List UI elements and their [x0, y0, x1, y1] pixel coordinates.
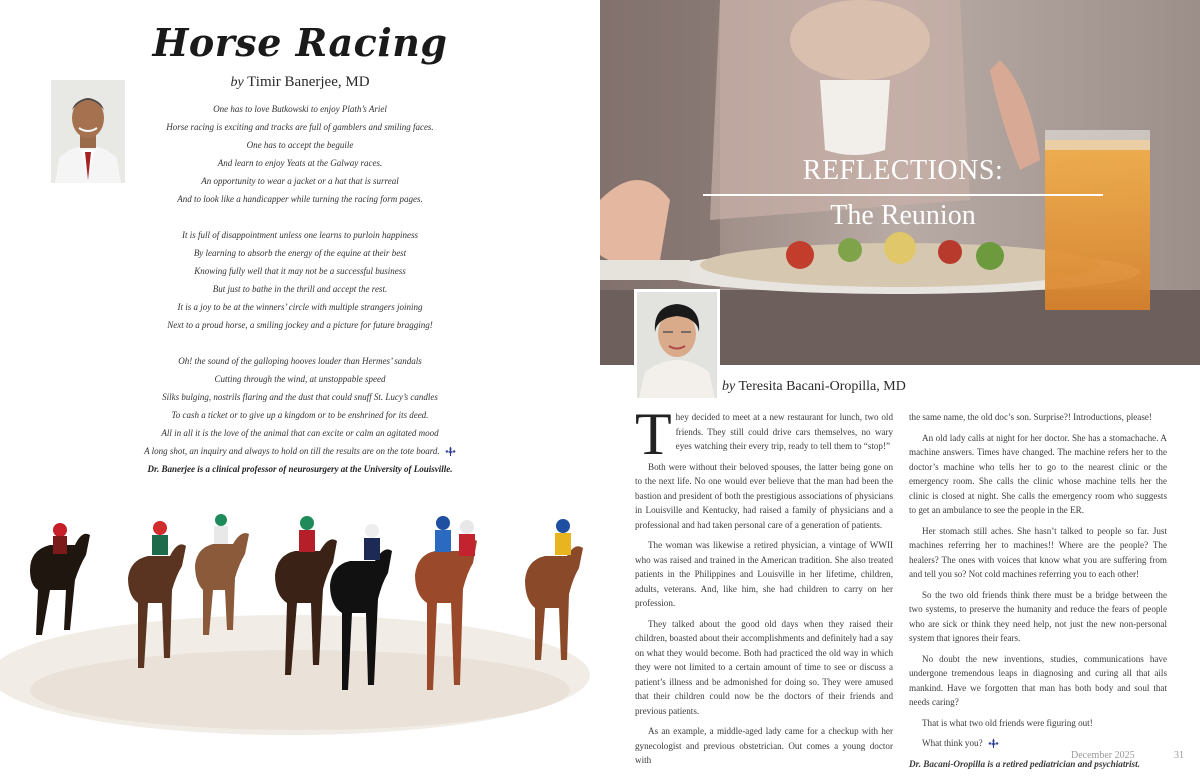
paragraph: So the two old friends think there must be a bridge between the two systems, to preserve the humanity and reduce the fears of people who are sick or think they need help, not just the new non-personal system that ignores their fears.	[909, 589, 1167, 643]
poem-line: Oh! the sound of the galloping hooves louder than Hermes’ sandals	[178, 356, 422, 366]
paragraph-last: What think you?	[909, 736, 1167, 751]
paragraph: They decided to meet at a new restaurant for lunch, two old friends. They still could drive cars themselves, no wary eyes watching their every trip, ready to tell them to “stop!”	[635, 401, 893, 467]
horse-racing-illustration	[0, 490, 600, 776]
article-title-line1: REFLECTIONS:	[802, 155, 1004, 186]
drop-cap: T	[635, 401, 672, 467]
poem-line-last: A long shot, an inquiry and always to hold on till the results are on the tote board.	[130, 442, 470, 460]
fleur-de-lis-icon	[445, 446, 456, 457]
author-portrait-banerjee	[51, 80, 125, 183]
poem-line: To cash a ticket or to give up a kingdom or to be enshrined for its deed.	[171, 410, 429, 420]
poem-line: Knowing fully well that it may not be a successful business	[194, 266, 406, 276]
paragraph: Both were without their beloved spouses, the latter being gone on to the next life. No one would ever believe that the man had been the bastion and president of both the prestigious associations of physicians in Louisville and Kentucky, had raised a family of physicians and a professional and had taken personal care of a generation of patients.	[635, 461, 893, 530]
poem-line: Silks bulging, nostrils flaring and the dust that could snuff St. Lucy’s candles	[162, 392, 438, 402]
article-column-1	[635, 401, 893, 774]
paragraph: the same name, the old doc’s son. Surprise?! Introductions, please!	[909, 412, 1152, 422]
poem-title: Horse Racing	[152, 20, 448, 65]
page-number: 31	[1174, 750, 1184, 761]
byline-prefix: by	[230, 75, 244, 90]
author-bio-banerjee: Dr. Banerjee is a clinical professor of neurosurgery at the University of Louisville.	[147, 464, 453, 474]
poem-line: By learning to absorb the energy of the equine at their best	[193, 248, 407, 258]
stanza-2	[130, 226, 470, 334]
stanza-3	[130, 352, 470, 460]
poem-line: And to look like a handicapper while turning the racing form pages.	[177, 194, 423, 204]
poem-line: An opportunity to wear a jacket or a hat that is surreal	[201, 176, 399, 186]
poem-line: And learn to enjoy Yeats at the Galway races.	[217, 158, 383, 168]
poem-line: All in all it is the love of the animal that can excite or calm an agitated mood	[161, 428, 439, 438]
poem-line: Next to a proud horse, a smiling jockey and a picture for future bragging!	[167, 320, 433, 330]
paragraph: That is what two old friends were figuring out!	[922, 717, 1093, 728]
paragraph: As an example, a middle-aged lady came for a checkup with her gynecologist and previous obstetrician. Out comes a young doctor with	[635, 726, 893, 765]
article-column-2	[909, 410, 1167, 771]
byline-prefix: by	[722, 379, 736, 394]
poem-author: Timir Banerjee, MD	[247, 74, 370, 90]
poem-line: Cutting through the wind, at unstoppable speed	[214, 374, 386, 384]
article-byline	[722, 379, 906, 395]
article-title-line2: The Reunion	[830, 200, 976, 231]
poem-line: It is full of disappointment unless one learns to purloin happiness	[182, 230, 418, 240]
poem-line: Horse racing is exciting and tracks are full of gamblers and smiling faces.	[166, 122, 434, 132]
author-bio-bacani-oropilla: Dr. Bacani-Oropilla is a retired pediatrician and psychiatrist.	[909, 758, 1140, 769]
right-page	[600, 0, 1200, 776]
issue-date: December 2025	[1071, 750, 1135, 761]
paragraph: The woman was likewise a retired physician, a vintage of WWII who was raised and trained in the American tradition. She also treated patients in the Philippines and Louisville in her lifetime, children, adults, veterans. And, like him, she had children to carry on her profession.	[635, 540, 893, 608]
poem-line: It is a joy to be at the winners’ circle with multiple strangers joining	[177, 302, 423, 312]
paragraph: Her stomach still aches. She hasn’t talked to people so far. Just machines referring her to machines!! Where are the people? The healers? The ones with voices that know what you are suffering from and tell you so? Not cold machines referring you to each other!	[909, 525, 1167, 579]
article-author: Teresita Bacani-Oropilla, MD	[738, 379, 906, 394]
stanza-1	[130, 100, 470, 208]
author-portrait-bacani-oropilla	[634, 289, 720, 401]
poem-body	[130, 100, 470, 478]
paragraph: An old lady calls at night for her doctor. She has a stomachache. A machine answers. Times have changed. The machine refers her to the doctor’s machine who tells her to go to the nearest clinic or the emergency room. She calls the clinic whose machine tells her the clinic is closed at night. She calls the emergency room who suggests to get an ambulance to see the people in the ER.	[909, 432, 1167, 515]
paragraph: They talked about the good old days when they raised their children, boasted about their accomplishments and definitely had a say on what they would become. Both had practiced the old way in which they were not limited to a certain amount of time to see or discuss a patient’s illness and be admonished for doing so. They were amused that their children could now be the doctors of their friends and previous patients.	[635, 618, 893, 716]
paragraph: No doubt the new inventions, studies, communications have undergone tremendous leaps in diagnosing and curing all that ails mankind. Have we forgotten that man has both body and soul that needs caring?	[909, 653, 1167, 707]
poem-line: One has to accept the beguile	[246, 140, 354, 150]
fleur-de-lis-icon	[988, 738, 999, 749]
poem-byline	[150, 74, 450, 91]
poem-line: But just to bathe in the thrill and accept the rest.	[212, 284, 388, 294]
poem-line: One has to love Butkowski to enjoy Plath’s Ariel	[213, 104, 387, 114]
title-divider	[703, 194, 1103, 196]
